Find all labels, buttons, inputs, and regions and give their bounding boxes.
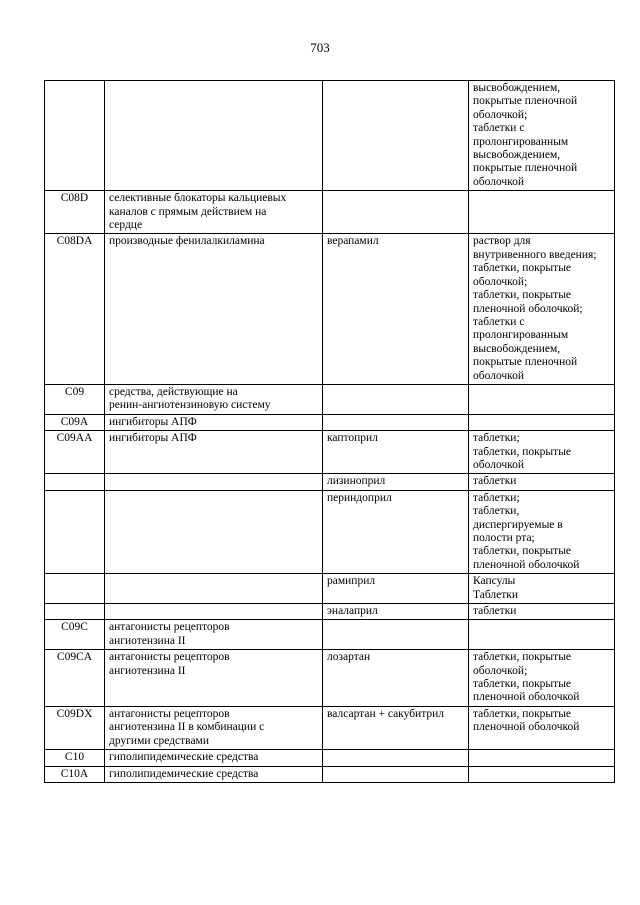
drug-name-cell	[323, 620, 469, 650]
table-row	[45, 574, 615, 604]
dosage-form-cell	[469, 414, 615, 430]
dosage-form-cell	[469, 384, 615, 414]
atc-code-cell: C09AA	[45, 431, 105, 474]
dosage-form-cell	[469, 750, 615, 766]
dosage-form-cell-line: таблетки;	[473, 491, 520, 504]
dosage-form-cell-line: покрытые пленочной	[473, 162, 578, 175]
table-row	[45, 431, 615, 474]
dosage-form-cell-line: пленочной оболочкой	[473, 721, 580, 734]
pharmacological-group-cell-line: сердце	[109, 219, 143, 232]
dosage-form-cell	[469, 234, 615, 384]
dosage-form-cell-line: Капсулы	[473, 575, 516, 588]
pharmacological-group-cell-line: производные фенилалкиламина	[109, 235, 265, 248]
atc-code-cell	[45, 81, 105, 191]
dosage-form-cell-line: оболочкой;	[473, 108, 528, 121]
pharmacological-group-cell	[105, 234, 323, 384]
dosage-form-cell-line: таблетки с	[473, 315, 525, 328]
table-row	[45, 750, 615, 766]
dosage-form-cell-line: таблетки, покрытые	[473, 545, 572, 558]
atc-code-cell	[45, 474, 105, 490]
drug-classification-table	[44, 80, 615, 783]
atc-code-cell: C08DA	[45, 234, 105, 384]
pharmacological-group-cell-line: гиполипидемические средства	[109, 751, 259, 764]
table-row	[45, 490, 615, 573]
table-row	[45, 384, 615, 414]
table-row	[45, 81, 615, 191]
drug-name-cell	[323, 384, 469, 414]
table-row	[45, 604, 615, 620]
pharmacological-group-cell	[105, 604, 323, 620]
drug-name-cell: эналаприл	[323, 604, 469, 620]
drug-name-cell: каптоприл	[323, 431, 469, 474]
pharmacological-group-cell-line: селективные блокаторы кальциевых	[109, 192, 287, 205]
pharmacological-group-cell	[105, 650, 323, 707]
pharmacological-group-cell	[105, 414, 323, 430]
pharmacological-group-cell-line: ренин-ангиотензиновую систему	[109, 399, 271, 412]
pharmacological-group-cell-line: антагонисты рецепторов	[109, 651, 230, 664]
dosage-form-cell-line: пленочной оболочкой	[473, 558, 580, 571]
table-row	[45, 234, 615, 384]
dosage-form-cell	[469, 191, 615, 234]
drug-name-cell: валсартан + сакубитрил	[323, 706, 469, 749]
pharmacological-group-cell-line: другими средствами	[109, 734, 209, 747]
dosage-form-cell-line: оболочкой;	[473, 275, 528, 288]
pharmacological-group-cell-line: ингибиторы АПФ	[109, 432, 197, 445]
pharmacological-group-cell	[105, 474, 323, 490]
atc-code-cell: C10	[45, 750, 105, 766]
dosage-form-cell	[469, 490, 615, 573]
pharmacological-group-cell	[105, 706, 323, 749]
table-row	[45, 191, 615, 234]
dosage-form-cell-line: пролонгированным	[473, 329, 569, 342]
drug-name-cell	[323, 414, 469, 430]
drug-name-cell: рамиприл	[323, 574, 469, 604]
drug-name-cell	[323, 191, 469, 234]
dosage-form-cell-line: пленочной оболочкой	[473, 691, 580, 704]
atc-code-cell	[45, 604, 105, 620]
atc-code-cell: C08D	[45, 191, 105, 234]
dosage-form-cell-line: таблетки, покрытые	[473, 651, 572, 664]
atc-code-cell	[45, 574, 105, 604]
dosage-form-cell-line: таблетки, покрытые	[473, 289, 572, 302]
dosage-form-cell-line: внутривенного введения;	[473, 248, 597, 261]
atc-code-cell: C09DX	[45, 706, 105, 749]
table-row	[45, 766, 615, 782]
drug-name-cell: верапамил	[323, 234, 469, 384]
dosage-form-cell-line: таблетки;	[473, 432, 520, 445]
dosage-form-cell-line: Таблетки	[473, 588, 519, 601]
pharmacological-group-cell-line: каналов с прямым действием на	[109, 205, 267, 218]
dosage-form-cell-line: оболочкой	[473, 458, 525, 471]
pharmacological-group-cell	[105, 191, 323, 234]
dosage-form-cell	[469, 474, 615, 490]
dosage-form-cell	[469, 431, 615, 474]
pharmacological-group-cell	[105, 431, 323, 474]
dosage-form-cell-line: оболочкой	[473, 369, 525, 382]
dosage-form-cell-line: оболочкой	[473, 175, 525, 188]
pharmacological-group-cell	[105, 384, 323, 414]
atc-code-cell: C09	[45, 384, 105, 414]
pharmacological-group-cell-line: антагонисты рецепторов	[109, 621, 230, 634]
pharmacological-group-cell-line: ангиотензина II	[109, 664, 186, 677]
pharmacological-group-cell	[105, 750, 323, 766]
dosage-form-cell	[469, 766, 615, 782]
dosage-form-cell-line: таблетки,	[473, 505, 520, 518]
atc-code-cell: C09A	[45, 414, 105, 430]
dosage-form-cell	[469, 650, 615, 707]
table-row	[45, 414, 615, 430]
drug-name-cell: лизиноприл	[323, 474, 469, 490]
dosage-form-cell-line: пролонгированным	[473, 135, 569, 148]
dosage-form-cell-line: таблетки	[473, 475, 517, 488]
atc-code-cell: C10A	[45, 766, 105, 782]
pharmacological-group-cell-line: средства, действующие на	[109, 385, 238, 398]
dosage-form-cell	[469, 604, 615, 620]
dosage-form-cell-line: таблетки, покрытые	[473, 707, 572, 720]
dosage-form-cell-line: покрытые пленочной	[473, 95, 578, 108]
dosage-form-cell-line: таблетки, покрытые	[473, 262, 572, 275]
dosage-form-cell-line: высвобождением,	[473, 82, 561, 94]
dosage-form-cell-line: высвобождением,	[473, 342, 561, 355]
drug-name-cell: периндоприл	[323, 490, 469, 573]
dosage-form-cell	[469, 574, 615, 604]
atc-code-cell: C09C	[45, 620, 105, 650]
dosage-form-cell	[469, 620, 615, 650]
dosage-form-cell-line: раствор для	[473, 235, 531, 248]
dosage-form-cell-line: таблетки	[473, 605, 517, 618]
dosage-form-cell-line: оболочкой;	[473, 664, 528, 677]
dosage-form-cell-line: полости рта;	[473, 532, 535, 544]
table-row	[45, 474, 615, 490]
dosage-form-cell-line: пленочной оболочкой;	[473, 302, 583, 315]
drug-name-cell	[323, 750, 469, 766]
pharmacological-group-cell-line: антагонисты рецепторов	[109, 707, 230, 720]
dosage-form-cell-line: таблетки, покрытые	[473, 445, 572, 458]
atc-code-cell	[45, 490, 105, 573]
table-row	[45, 706, 615, 749]
pharmacological-group-cell	[105, 81, 323, 191]
pharmacological-group-cell-line: ангиотензина II	[109, 634, 186, 647]
pharmacological-group-cell	[105, 490, 323, 573]
dosage-form-cell-line: таблетки с	[473, 122, 525, 135]
pharmacological-group-cell-line: гиполипидемические средства	[109, 767, 259, 780]
dosage-form-cell-line: покрытые пленочной	[473, 356, 578, 369]
page-number: 703	[310, 40, 330, 55]
atc-code-cell: C09CA	[45, 650, 105, 707]
dosage-form-cell	[469, 81, 615, 191]
dosage-form-cell-line: диспергируемые в	[473, 518, 563, 531]
dosage-form-cell-line: высвобождением,	[473, 149, 561, 162]
pharmacological-group-cell-line: ангиотензина II в комбинации с	[109, 721, 265, 734]
pharmacological-group-cell	[105, 766, 323, 782]
table-row	[45, 650, 615, 707]
dosage-form-cell	[469, 706, 615, 749]
pharmacological-group-cell-line: ингибиторы АПФ	[109, 415, 197, 428]
pharmacological-group-cell	[105, 574, 323, 604]
drug-name-cell: лозартан	[323, 650, 469, 707]
pharmacological-group-cell	[105, 620, 323, 650]
table-row	[45, 620, 615, 650]
drug-name-cell	[323, 81, 469, 191]
dosage-form-cell-line: таблетки, покрытые	[473, 678, 572, 691]
drug-name-cell	[323, 766, 469, 782]
